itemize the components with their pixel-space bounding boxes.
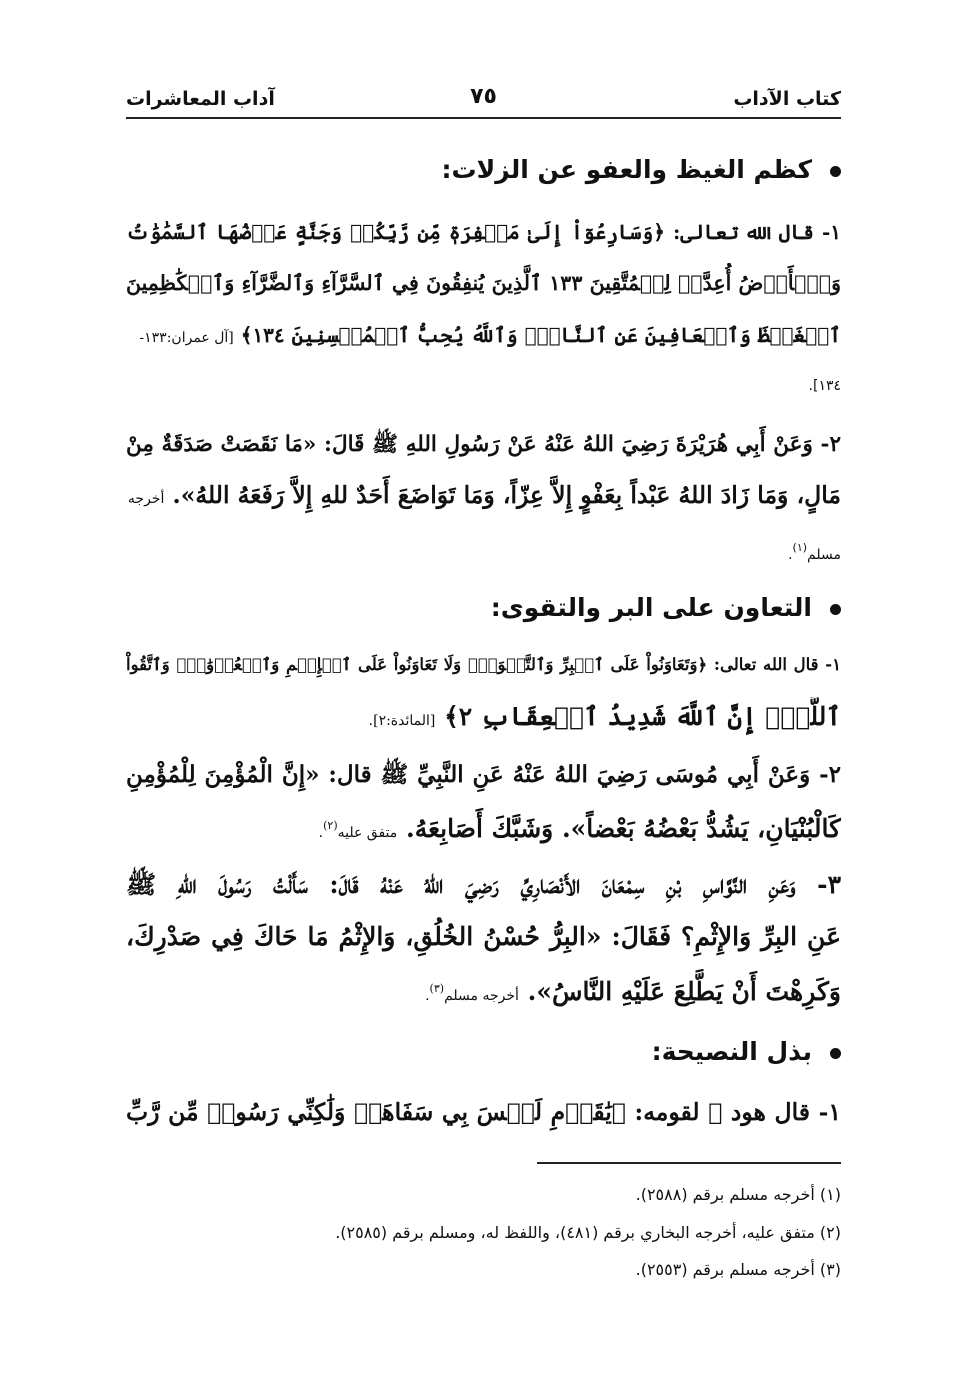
chapter-title: كتاب الآداب — [733, 88, 841, 110]
quran-reference: ١٣٤]. — [808, 378, 841, 394]
paragraph-line: ١- قال الله تعالى: ﴿وَسَارِعُوٓاْ إِلَىٰ مَغۡفِرَةٖ مِّن رَّبِّكُمۡ وَجَنَّةٍ عَرۡضُهَا ٱلسَّمَٰوَٰتُ — [126, 220, 841, 244]
hadith-source: مسلم — [807, 547, 841, 563]
page-header — [126, 84, 841, 118]
paragraph-line: ٢- وَعَنْ أَبِي مُوسَى رَضِيَ اللهُ عَنْهُ عَنِ النَّبِيِّ ﷺ قال: «إِنَّ الْمُؤْمِنَ لِلْمُؤْمِنِ — [126, 761, 841, 788]
paragraph-line: ١- قال هود ﷺ لقومه: ﴿يَٰقَوۡمِ لَيۡسَ بِي سَفَاهَةٞ وَلَٰكِنِّي رَسُولٞ مِّن رَّبِّ — [126, 1098, 841, 1126]
paragraph-line — [126, 362, 841, 406]
footnote-rule — [537, 1162, 841, 1164]
paragraph-line: ٢- وَعَنْ أَبِي هُرَيْرَةَ رَضِيَ اللهُ عَنْهُ عَنْ رَسُولِ اللهِ ﷺ قَالَ: «مَا نَقَصَتْ صَدَقَةٌ مِنْ — [126, 432, 841, 457]
section-title: آداب المعاشرات — [126, 88, 275, 110]
paragraph-line: ٱلۡغَيۡظَ وَٱلۡعَافِينَ عَنِ ٱلنَّاسِۗ وَٱللَّهُ يُحِبُّ ٱلۡمُحۡسِنِينَ ١٣٤﴾ [آل عمران:١٣٣- — [139, 323, 841, 347]
page-number: ٧٥ — [470, 84, 497, 109]
bullet-icon — [830, 1048, 841, 1059]
section-heading: التعاون على البر والتقوى: — [491, 588, 841, 628]
quran-reference: [المائدة:٢]. — [368, 713, 436, 729]
footnote: (١) أخرجه مسلم برقم (٢٥٨٨). — [635, 1185, 841, 1204]
header-rule — [126, 117, 841, 119]
section-heading: بذل النصيحة: — [652, 1032, 841, 1072]
paragraph-line: مسلم$^{(١)}$. — [788, 541, 841, 563]
paragraph-line: وَٱلۡأَرۡضُ أُعِدَّتۡ لِلۡمُتَّقِينَ ١٣٣ ٱلَّذِينَ يُنفِقُونَ فِي ٱلسَّرَّآءِ وَٱلضَّرَّآءِ وَٱلۡكَٰظِمِينَ — [126, 271, 841, 295]
paragraph-line: ٣- وَعَنِ النَّوَّاسِ بْنِ سِمْعَانَ الأَنْصَارِيِّ رَضِيَ اللهُ عَنْهُ قَالَ: سَأَلْتُ رَسُولَ اللهِ ﷺ — [126, 870, 841, 899]
bullet-icon — [830, 166, 841, 177]
paragraph-line: ١- قال الله تعالى: ﴿وَتَعَاوَنُواْ عَلَى ٱلۡبِرِّ وَٱلتَّقۡوَىٰۖ وَلَا تَعَاوَنُواْ عَلَى ٱلۡإِثۡمِ وَٱلۡعُدۡوَٰنِۚ وَٱتَّقُواْ — [126, 655, 841, 674]
paragraph-line: وَكَرِهْتَ أَنْ يَطَّلِعَ عَلَيْهِ النَّاسُ». أخرجه مسلم$^{(٣)}$. — [425, 977, 841, 1006]
footnote: (٣) أخرجه مسلم برقم (٢٥٥٣). — [635, 1260, 841, 1279]
footnote-ref: (١) — [792, 541, 808, 554]
bullet-icon — [830, 604, 841, 615]
footnote-ref: (٢) — [323, 819, 338, 832]
paragraph-line: كَالْبُنْيَانِ، يَشُدُّ بَعْضُهُ بَعْضاً». وَشَبَّكَ أَصَابِعَهُ. متفق عليه$^{(٢)}$. — [318, 814, 841, 843]
hadith-source: أخرجه — [127, 491, 165, 507]
quran-reference: [آل عمران:١٣٣- — [139, 330, 234, 346]
hadith-source: أخرجه مسلم — [444, 988, 519, 1004]
paragraph-line: عَنِ البِرِّ وَالإِثْمِ؟ فَقَالَ: «البِرُّ حُسْنُ الخُلُقِ، وَالإِثْمُ مَا حَاكَ فِي صَدْرِكَ، — [126, 922, 841, 951]
footnote-ref: (٣) — [429, 982, 445, 995]
paragraph-line: مَالٍ، وَمَا زَادَ اللهُ عَبْداً بِعَفْوٍ إِلاَّ عِزّاً، وَمَا تَوَاضَعَ أَحَدٌ للهِ إِلاَّ رَفَعَهُ اللهُ». أخرجه — [127, 481, 841, 509]
paragraph-line: ٱللَّهَۖ إِنَّ ٱللَّهَ شَدِيدُ ٱلۡعِقَابِ ٢﴾ [المائدة:٢]. — [368, 702, 841, 731]
section-heading: كظم الغيظ والعفو عن الزلات: — [442, 150, 841, 190]
footnote: (٢) متفق عليه، أخرجه البخاري برقم (٤٨١)، واللفظ له، ومسلم برقم (٢٥٨٥). — [335, 1223, 841, 1242]
hadith-source: متفق عليه — [337, 825, 398, 841]
